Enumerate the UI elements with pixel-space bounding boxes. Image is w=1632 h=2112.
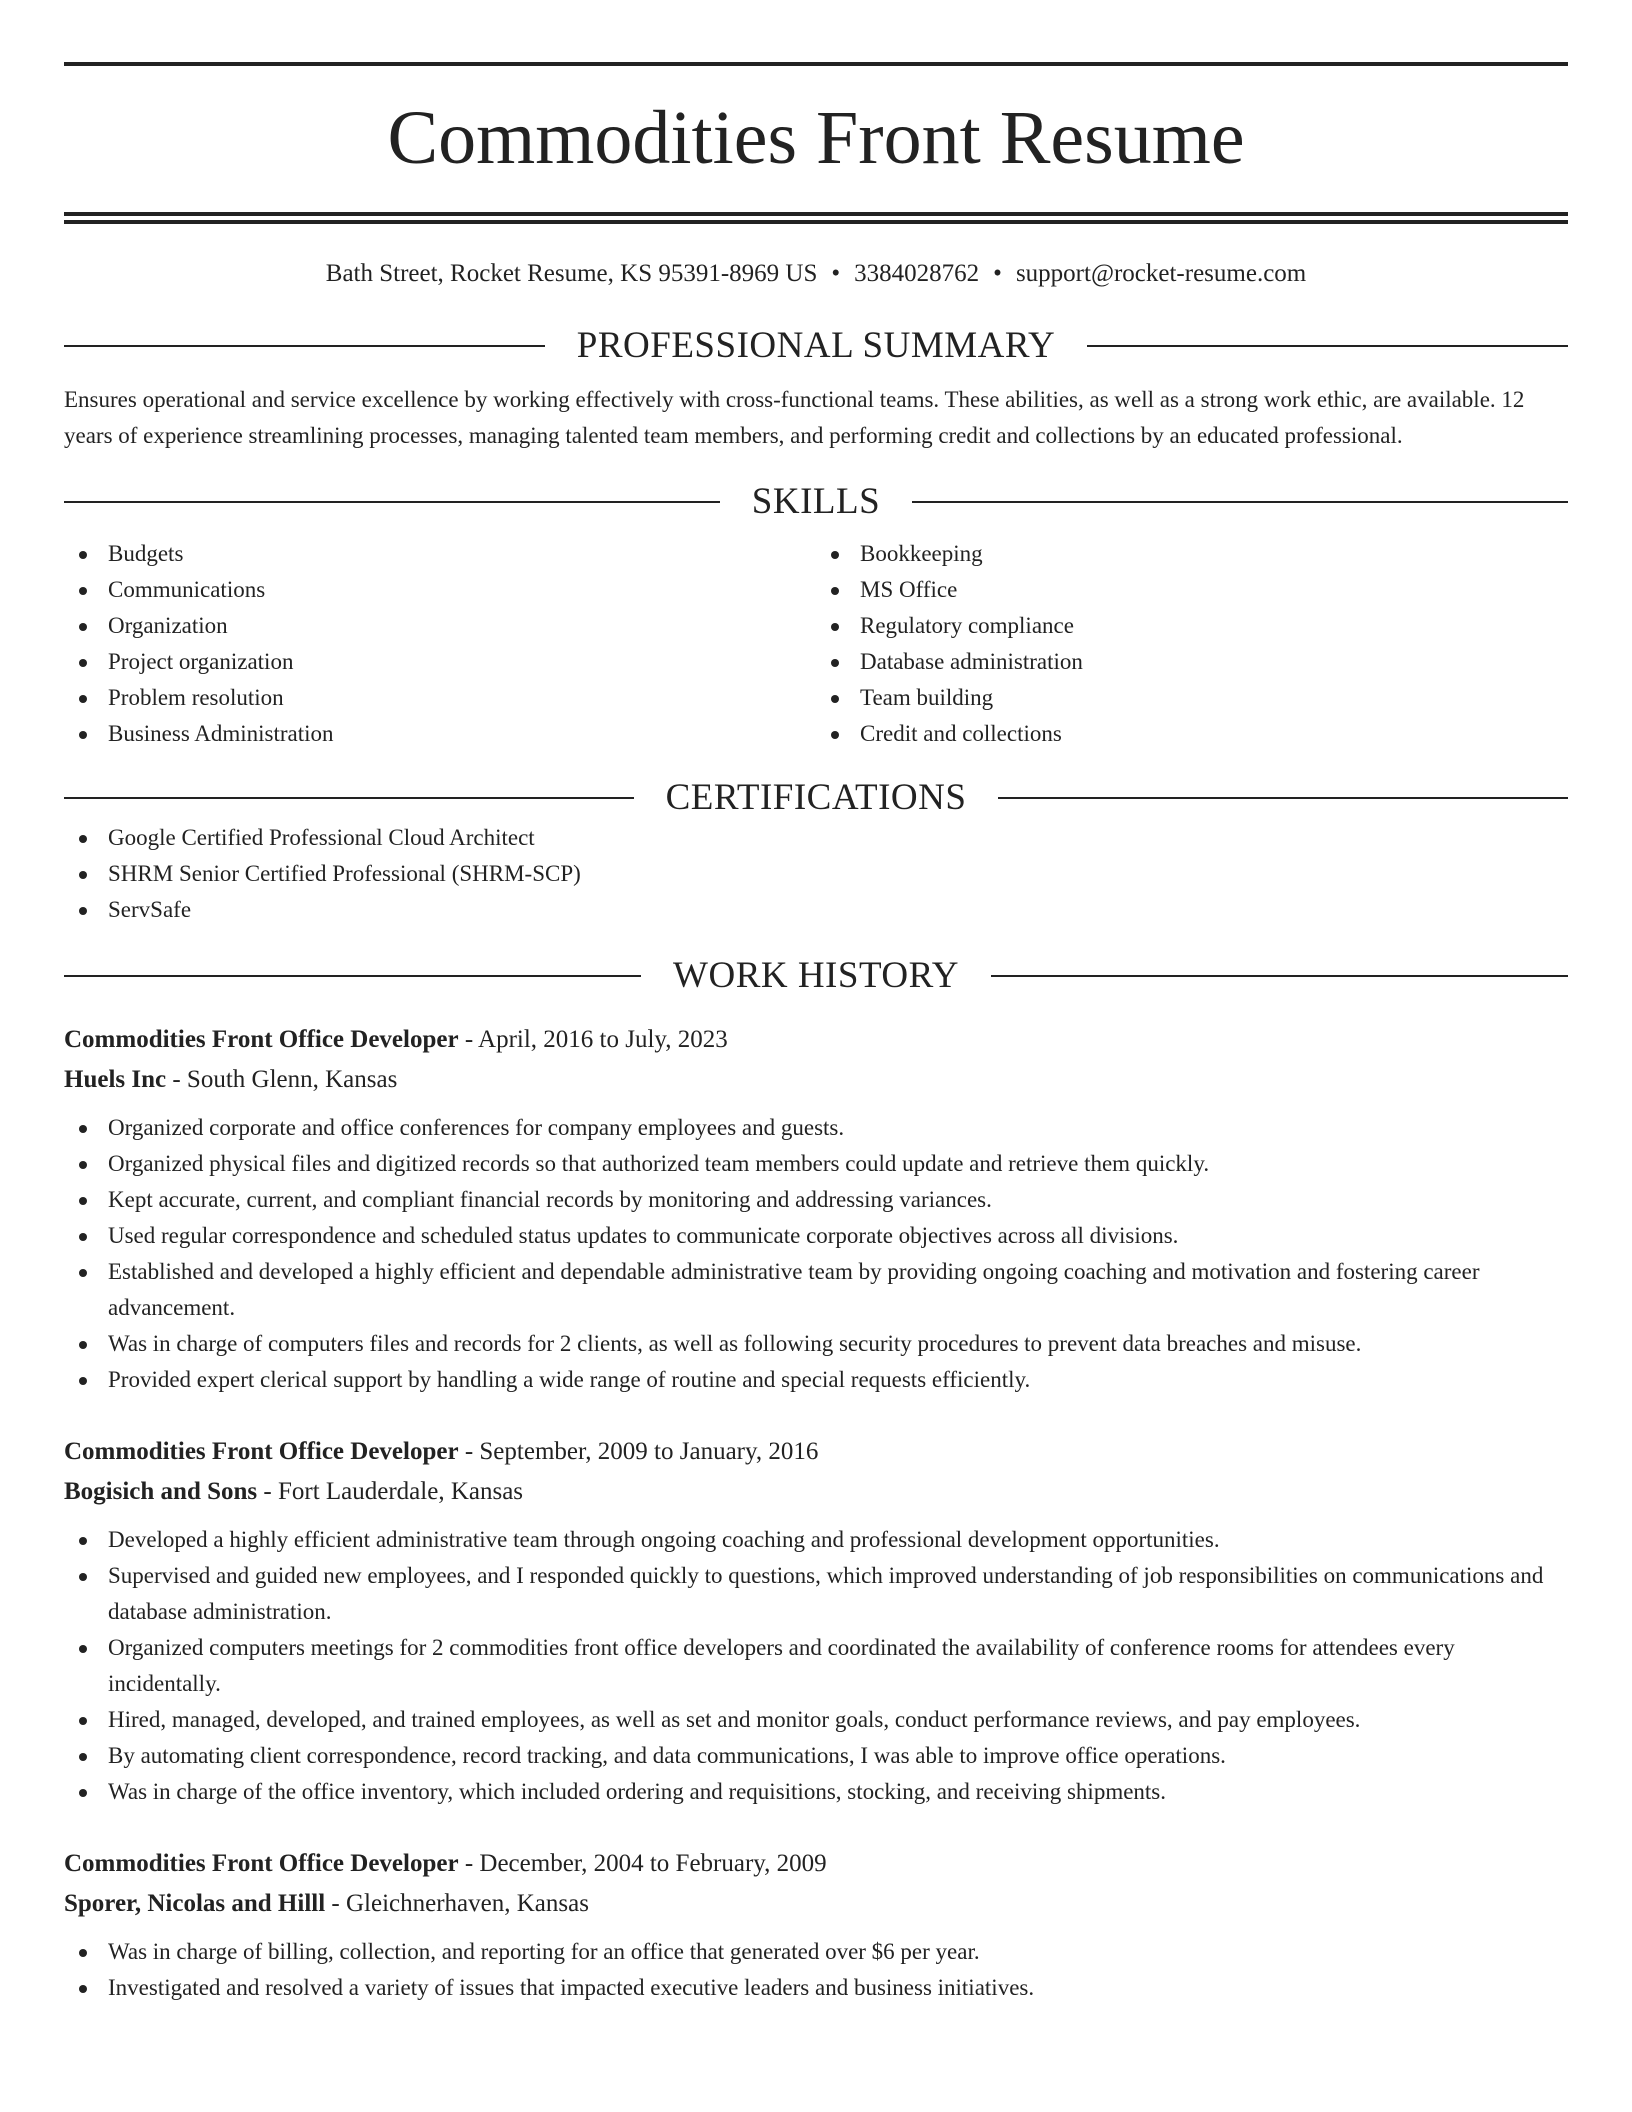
job-dates: - September, 2009 to January, 2016 <box>458 1438 819 1465</box>
heading-rule-left <box>64 797 634 799</box>
job-bullet: Organized corporate and office conferences for company employees and guests. <box>64 1110 1568 1146</box>
job-entry <box>64 1432 1568 1810</box>
skill-item: MS Office <box>816 572 1568 608</box>
contact-separator: • <box>831 260 841 287</box>
contact-phone[interactable]: 3384028762 <box>854 260 980 287</box>
skill-item: Budgets <box>64 536 816 572</box>
job-bullet: Hired, managed, developed, and trained employees, as well as set and monitor goals, conduct performance reviews, and pay employees. <box>64 1702 1568 1738</box>
contact-separator: • <box>993 260 1002 287</box>
summary-heading <box>64 324 1568 368</box>
job-bullet: Kept accurate, current, and compliant financial records by monitoring and addressing variances. <box>64 1182 1568 1218</box>
work-history-list <box>64 1020 1568 2006</box>
heading-rule-right <box>991 975 1568 977</box>
job-bullet: Provided expert clerical support by handling a wide range of routine and special requests efficiently. <box>64 1362 1568 1398</box>
job-bullet: Organized physical files and digitized records so that authorized team members could update and retrieve them quickly. <box>64 1146 1568 1182</box>
job-title: Commodities Front Office Developer <box>64 1438 459 1465</box>
job-company: Huels Inc <box>64 1066 167 1093</box>
job-location: - Gleichnerhaven, Kansas <box>325 1890 589 1917</box>
job-bullets <box>64 1522 1568 1810</box>
heading-rule-left <box>64 501 720 503</box>
job-bullet: Investigated and resolved a variety of issues that impacted executive leaders and business initiatives. <box>64 1970 1568 2006</box>
job-bullets <box>64 1110 1568 1398</box>
certification-item: SHRM Senior Certified Professional (SHRM-SCP) <box>64 856 1568 892</box>
resume-title: Commodities Front Resume <box>387 96 1245 180</box>
skills-column-left <box>64 536 816 752</box>
job-dates: - December, 2004 to February, 2009 <box>458 1850 827 1877</box>
heading-rule-left <box>64 345 545 347</box>
skills-heading-label: SKILLS <box>751 481 881 522</box>
certification-item: Google Certified Professional Cloud Architect <box>64 820 1568 856</box>
heading-rule-left <box>64 975 641 977</box>
job-company-line <box>64 1472 1568 1512</box>
job-title-line <box>64 1020 1568 1060</box>
job-bullet: Was in charge of billing, collection, and reporting for an office that generated over $6 per year. <box>64 1934 1568 1970</box>
job-entry <box>64 1844 1568 2006</box>
job-company: Sporer, Nicolas and Hilll <box>64 1890 326 1917</box>
job-title: Commodities Front Office Developer <box>64 1026 459 1053</box>
job-bullet: Was in charge of computers files and records for 2 clients, as well as following security procedures to prevent data breaches and misuse. <box>64 1326 1568 1362</box>
job-title: Commodities Front Office Developer <box>64 1850 459 1877</box>
skill-item: Bookkeeping <box>816 536 1568 572</box>
job-location: - Fort Lauderdale, Kansas <box>257 1478 524 1505</box>
job-title-line <box>64 1432 1568 1472</box>
heading-rule-right <box>1087 345 1568 347</box>
contact-address: Bath Street, Rocket Resume, KS 95391-8969 US <box>325 260 818 287</box>
contact-line <box>64 258 1568 290</box>
skills-heading <box>64 480 1568 524</box>
title-double-rule <box>64 212 1568 224</box>
skill-item: Project organization <box>64 644 816 680</box>
job-bullet: Developed a highly efficient administrative team through ongoing coaching and professional development opportunities. <box>64 1522 1568 1558</box>
job-bullet: Used regular correspondence and scheduled status updates to communicate corporate objectives across all divisions. <box>64 1218 1568 1254</box>
job-entry <box>64 1020 1568 1398</box>
summary-text: Ensures operational and service excellence by working effectively with cross-functional teams. These abilities, as well as a strong work ethic, are available. 12 years of experience streamlining processes, managing talented team members, and performing credit and collections by an educated professional. <box>64 387 1525 448</box>
job-company-line <box>64 1060 1568 1100</box>
work-history-heading-label: WORK HISTORY <box>673 955 959 996</box>
skill-item: Database administration <box>816 644 1568 680</box>
skill-item: Regulatory compliance <box>816 608 1568 644</box>
certification-item: ServSafe <box>64 892 1568 928</box>
job-location: - South Glenn, Kansas <box>166 1066 398 1093</box>
skill-item: Team building <box>816 680 1568 716</box>
skill-item: Problem resolution <box>64 680 816 716</box>
heading-rule-right <box>998 797 1568 799</box>
job-bullet: Established and developed a highly efficient and dependable administrative team by providing ongoing coaching and motivation and fostering career advancement. <box>64 1254 1568 1326</box>
job-bullet: Organized computers meetings for 2 commodities front office developers and coordinated the availability of conference rooms for attendees every incidentally. <box>64 1630 1568 1702</box>
skill-item: Communications <box>64 572 816 608</box>
job-dates: - April, 2016 to July, 2023 <box>458 1026 728 1053</box>
skill-item: Business Administration <box>64 716 816 752</box>
contact-email[interactable]: support@rocket-resume.com <box>1015 260 1307 287</box>
job-bullet: Was in charge of the office inventory, which included ordering and requisitions, stocking, and receiving shipments. <box>64 1774 1568 1810</box>
certifications-heading-label: CERTIFICATIONS <box>665 777 967 818</box>
skill-item: Organization <box>64 608 816 644</box>
summary-heading-label: PROFESSIONAL SUMMARY <box>576 325 1056 366</box>
skill-item: Credit and collections <box>816 716 1568 752</box>
job-bullet: By automating client correspondence, record tracking, and data communications, I was able to improve office operations. <box>64 1738 1568 1774</box>
work-history-heading <box>64 954 1568 998</box>
job-company: Bogisich and Sons <box>64 1478 258 1505</box>
certifications-list <box>64 820 1568 928</box>
job-bullets <box>64 1934 1568 2006</box>
job-company-line <box>64 1884 1568 1924</box>
job-title-line <box>64 1844 1568 1884</box>
skills-column-right <box>816 536 1568 752</box>
skills-grid <box>64 536 1568 752</box>
job-bullet: Supervised and guided new employees, and I responded quickly to questions, which improved understanding of job responsibilities on communications and database administration. <box>64 1558 1568 1630</box>
top-rule <box>64 62 1568 66</box>
heading-rule-right <box>912 501 1568 503</box>
certifications-heading <box>64 776 1568 820</box>
